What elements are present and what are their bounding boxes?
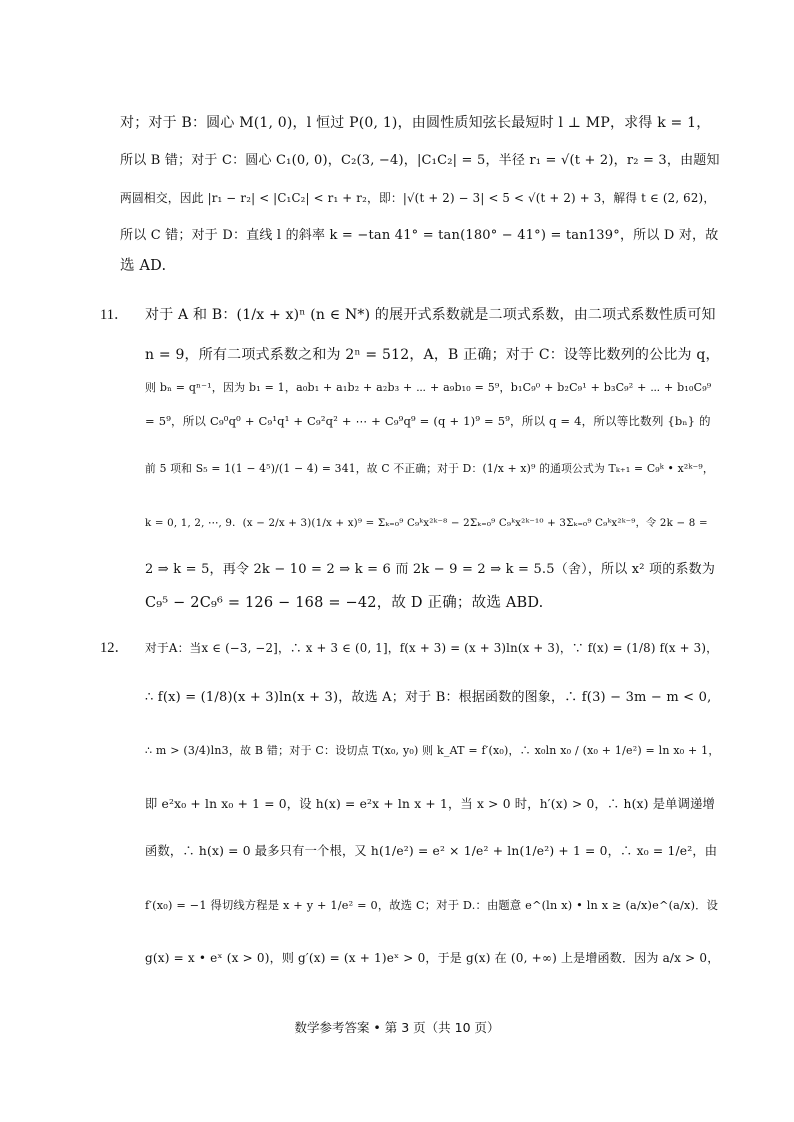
q11-line-6: k = 0, 1, 2, ⋯, 9．(x − 2/x + 3)(1/x + x)⁹ = Σₖ₌₀⁹ C₉ᵏx²ᵏ⁻⁸ − 2Σₖ₌₀⁹ C₉ᵏx²ᵏ⁻¹⁰ + 3Σₖ₌₀⁹ C₉ᵏx²ᵏ⁻⁹，令 2k − 8 = — [145, 517, 708, 529]
q11-line-4: = 5⁹，所以 C₉⁰q⁰ + C₉¹q¹ + C₉²q² + ⋯ + C₉⁹q⁹ = (q + 1)⁹ = 5⁹，所以 q = 4，所以等比数列 {bₙ} 的 — [145, 414, 711, 428]
page-footer: 数学参考答案 • 第 3 页（共 10 页） — [294, 1020, 500, 1035]
q12-line-3: ∴ m > (3/4)ln3，故 B 错；对于 C：设切点 T(x₀, y₀) 则 k_AT = f′(x₀)，∴ x₀ln x₀ / (x₀ + 1/e²) = ln x₀ + 1， — [145, 744, 720, 757]
q10-line-4: 所以 C 错；对于 D：直线 l 的斜率 k = −tan 41° = tan(180° − 41°) = tan139°，所以 D 对，故 — [120, 228, 719, 243]
q12-number: 12． — [100, 640, 129, 656]
q10-line-3: 两圆相交，因此 |r₁ − r₂| < |C₁C₂| < r₁ + r₂，即：|√(t + 2) − 3| < 5 < √(t + 2) + 3，解得 t ∈ (2, 62)， — [120, 191, 716, 205]
q11-line-3: 则 bₙ = qⁿ⁻¹，因为 b₁ = 1，a₀b₁ + a₁b₂ + a₂b₃ + ⋯ + a₉b₁₀ = 5⁹，b₁C₉⁰ + b₂C₉¹ + b₃C₉² + ⋯ + b₁₀C₉⁹ — [145, 381, 712, 394]
q10-line-1: 对；对于 B：圆心 M(1, 0)，l 恒过 P(0, 1)，由圆性质知弦长最短时 l ⊥ MP，求得 k = 1， — [120, 115, 711, 131]
q11-line-7: 2 ⇒ k = 5，再令 2k − 10 = 2 ⇒ k = 6 而 2k − 9 = 2 ⇒ k = 5.5（舍），所以 x² 项的系数为 — [145, 562, 716, 577]
q11-number: 11． — [100, 307, 129, 323]
q11-line-2: n = 9，所有二项式系数之和为 2ⁿ = 512，A，B 正确；对于 C：设等比数列的公比为 q， — [145, 347, 720, 363]
q10-line-2: 所以 B 错；对于 C：圆心 C₁(0, 0)，C₂(3, −4)，|C₁C₂| = 5，半径 r₁ = √(t + 2)，r₂ = 3，由题知 — [120, 153, 720, 168]
q11-line-1: 对于 A 和 B：(1/x + x)ⁿ (n ∈ N*) 的展开式系数就是二项式系数，由二项式系数性质可知 — [145, 307, 716, 323]
q12-line-2: ∴ f(x) = (1/8)(x + 3)ln(x + 3)，故选 A；对于 B：根据函数的图象，∴ f(3) − 3m − m < 0, — [145, 690, 712, 705]
q12-line-7: g(x) = x • eˣ (x > 0)，则 g′(x) = (x + 1)eˣ > 0，于是 g(x) 在 (0, +∞) 上是增函数．因为 a/x > 0， — [145, 951, 720, 965]
q12-line-4: 即 e²x₀ + ln x₀ + 1 = 0，设 h(x) = e²x + ln x + 1，当 x > 0 时，h′(x) > 0，∴ h(x) 是单调递增 — [145, 797, 715, 811]
q10-line-5: 选 AD. — [120, 258, 167, 274]
q12-line-6: f′(x₀) = −1 得切线方程是 x + y + 1/e² = 0，故选 C；对于 D.：由题意 e^(ln x) • ln x ≥ (a/x)e^(a/x)．设 — [145, 899, 719, 912]
q11-line-5: 前 5 项和 S₅ = 1(1 − 4⁵)/(1 − 4) = 341，故 C 不正确；对于 D：(1/x + x)⁹ 的通项公式为 Tₖ₊₁ = C₉ᵏ • x²ᵏ⁻⁹， — [145, 462, 714, 475]
q11-line-8: C₉⁵ − 2C₉⁶ = 126 − 168 = −42，故 D 正确；故选 ABD. — [145, 595, 544, 611]
q12-line-5: 函数，∴ h(x) = 0 最多只有一个根，又 h(1/e²) = e² × 1/e² + ln(1/e²) + 1 = 0，∴ x₀ = 1/e²，由 — [145, 844, 718, 858]
q12-line-1: 对于A：当x ∈ (−3, −2]，∴ x + 3 ∈ (0, 1]，f(x + 3) = (x + 3)ln(x + 3)，∵ f(x) = (1/8) f(x + 3)， — [145, 641, 719, 655]
